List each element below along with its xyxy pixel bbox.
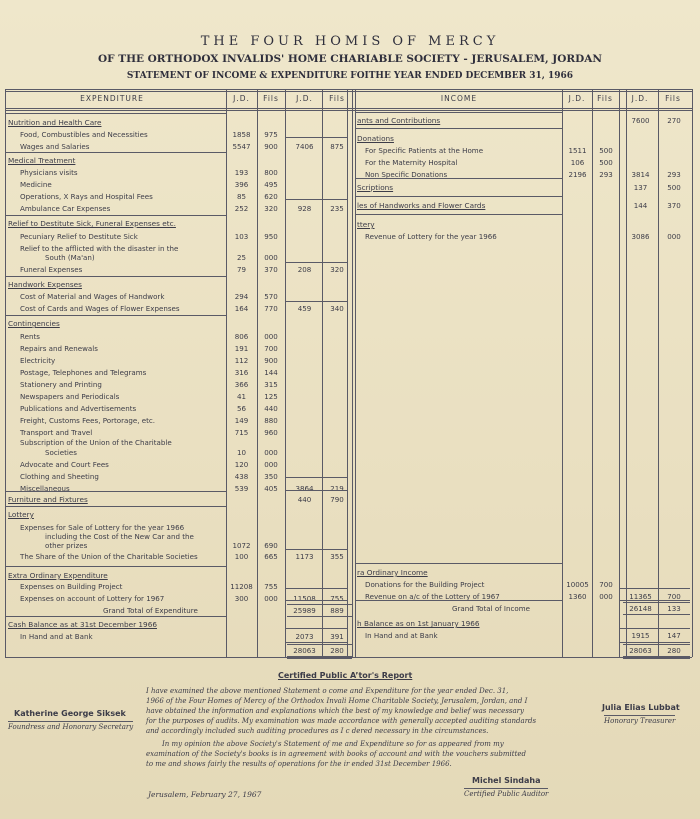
- inc-amount-jd: 106: [570, 158, 585, 167]
- exp-amount-jd: 56: [236, 404, 247, 413]
- inc-subtotal-jd: 144: [633, 201, 648, 210]
- exp-amount-fils: 000: [264, 332, 278, 341]
- exp-amount-fils: 690: [264, 541, 278, 550]
- inc-total-jd-header: J.D.: [631, 94, 649, 103]
- exp-line-label: Pecuniary Relief to Destitute Sick: [20, 232, 138, 241]
- exp-subtotal-jd: 208: [297, 265, 312, 274]
- inc-line-label: Revenue of Lottery for the year 1966: [365, 232, 497, 241]
- exp-line-label: Publications and Advertisements: [20, 404, 137, 413]
- society-name: OF THE ORTHODOX INVALIDS' HOME CHARIABLE SOCIETY - JERUSALEM, JORDAN: [98, 53, 602, 65]
- exp-line-label: Funeral Expenses: [20, 265, 83, 274]
- inc-subtotal-box: [620, 588, 690, 589]
- inc-subtotal-fils: 293: [667, 170, 681, 179]
- treasurer-role: Honorary Treasurer: [604, 717, 676, 725]
- exp-line-label: Physicians visits: [20, 168, 78, 177]
- inc-subtotal-jd: 3086: [631, 232, 650, 241]
- report-line-1: I have examined the above mentioned Statement o come and Expenditure for the year ended Dec. 31,: [146, 687, 509, 695]
- report-line-2: 1966 of the Four Homes of Mercy of the Orthodox Invali Home Charitable Society, Jerusalem, Jordan, and I: [146, 697, 528, 705]
- exp-section-heading: Medical Treatment: [8, 156, 76, 165]
- exp-amount-jd: 149: [234, 416, 249, 425]
- inc-section-rule: [355, 196, 562, 197]
- exp-total-fils-header: Fils: [329, 94, 345, 103]
- exp-subtotal-fils: 235: [330, 204, 344, 213]
- exp-total-jd-header: J.D.: [296, 94, 313, 103]
- exp-amount-fils: 000: [264, 594, 278, 603]
- exp-amount-jd: 193: [234, 168, 249, 177]
- exp-amount-jd: 25: [236, 253, 247, 262]
- exp-section-rule: [5, 315, 226, 316]
- inc-total-rule-under: [623, 656, 690, 657]
- exp-amount-jd: 100: [234, 552, 249, 561]
- inc-section-heading: ra Ordinary Income: [357, 568, 428, 577]
- document-title: THE FOUR HOMIS OF MERCY: [200, 34, 500, 49]
- exp-amount-jd: 396: [234, 180, 249, 189]
- exp-amount-jd: 252: [234, 204, 249, 213]
- inc-subtotal-jd: 26148: [629, 604, 652, 613]
- inc-total-rule: [623, 644, 690, 645]
- exp-amount-fils: 770: [264, 304, 278, 313]
- inc-subtotal-box: [620, 600, 690, 601]
- inc-subtotal-jd: 137: [633, 183, 648, 192]
- column-rule: [352, 89, 353, 657]
- inc-section-rule: [355, 128, 562, 129]
- exp-section-heading: Nutrition and Health Care: [8, 118, 102, 127]
- inc-section-rule: [355, 178, 562, 179]
- exp-subtotal-box: [286, 301, 348, 302]
- inc-subtotal-fils: 500: [667, 183, 681, 192]
- inc-total-fils-header: Fils: [665, 94, 681, 103]
- exp-amount-fils: 570: [264, 292, 278, 301]
- exp-line-label: Transport and Travel: [20, 428, 93, 437]
- inc-amount-jd: 1511: [568, 146, 587, 155]
- exp-line-label: South (Ma'an): [45, 253, 95, 262]
- exp-amount-jd: 300: [234, 594, 249, 603]
- exp-amount-jd: 1858: [232, 130, 251, 139]
- inc-subtotal-jd: 1915: [631, 631, 650, 640]
- exp-amount-jd: 112: [234, 356, 249, 365]
- inc-section-rule: [355, 600, 562, 601]
- exp-amount-fils: 800: [264, 168, 278, 177]
- exp-subtotal-fils: 790: [330, 495, 344, 504]
- exp-total-rule: [287, 604, 352, 605]
- inc-section-heading: Donations: [357, 134, 394, 143]
- auditor-role: Certified Public Auditor: [464, 790, 549, 798]
- exp-subtotal-fils: 219: [330, 484, 344, 493]
- exp-amount-fils: 755: [264, 582, 278, 591]
- column-rule: [692, 89, 693, 657]
- inc-subtotal-box: [620, 628, 690, 629]
- table-header-bottom: [5, 108, 692, 109]
- exp-section-rule: [5, 276, 226, 277]
- column-rule: [285, 89, 286, 657]
- exp-subtotal-jd: 440: [297, 495, 312, 504]
- secretary-role: Foundress and Honorary Secretary: [8, 723, 134, 731]
- exp-total-rule-under: [287, 656, 352, 657]
- exp-subtotal-box: [286, 588, 348, 589]
- exp-amount-fils: 350: [264, 472, 278, 481]
- exp-line-label: Repairs and Renewals: [20, 344, 98, 353]
- column-rule: [619, 89, 620, 657]
- exp-line-label: Wages and Salaries: [20, 142, 90, 151]
- exp-fils-header: Fils: [263, 94, 279, 103]
- exp-jd-header: J.D.: [233, 94, 250, 103]
- exp-subtotal-box: [286, 477, 348, 478]
- exp-amount-fils: 000: [264, 460, 278, 469]
- exp-line-label: Stationery and Printing: [20, 380, 102, 389]
- exp-amount-fils: 975: [264, 130, 278, 139]
- exp-line-label: Expenses on account of Lottery for 1967: [20, 594, 165, 603]
- inc-subtotal-jd: 3814: [631, 170, 650, 179]
- exp-line-label: Expenses on Building Project: [20, 582, 123, 591]
- inc-subtotal-fils: 147: [667, 631, 681, 640]
- exp-amount-jd: 10: [236, 448, 247, 457]
- exp-total-rule: [287, 644, 352, 645]
- inc-subtotal-box: [620, 642, 690, 643]
- inc-amount-jd: 1360: [568, 592, 587, 601]
- inc-final-double-rule: [623, 658, 690, 659]
- exp-amount-fils: 900: [264, 356, 278, 365]
- exp-section-rule: [5, 506, 226, 507]
- exp-amount-jd: 85: [236, 192, 247, 201]
- exp-grand-total-label: Grand Total of Expenditure: [103, 606, 198, 615]
- exp-section-heading: Relief to Destitute Sick, Funeral Expenses etc.: [8, 219, 176, 228]
- exp-line-label: Postage, Telephones and Telegrams: [20, 368, 147, 377]
- exp-amount-jd: 438: [234, 472, 249, 481]
- exp-subtotal-jd: 28063: [293, 646, 316, 655]
- column-rule: [322, 89, 323, 657]
- inc-section-rule: [355, 563, 562, 564]
- inc-subtotal-jd: 7600: [631, 116, 650, 125]
- inc-amount-fils: 700: [599, 580, 613, 589]
- inc-section-rule: [355, 112, 562, 113]
- exp-total-rule-under: [287, 616, 352, 617]
- exp-subtotal-box: [286, 262, 348, 263]
- inc-subtotal-jd: 28063: [629, 646, 652, 655]
- exp-subtotal-box: [286, 549, 348, 550]
- exp-amount-fils: 405: [264, 484, 278, 493]
- exp-line-label: Medicine: [20, 180, 52, 189]
- exp-subtotal-fils: 889: [330, 606, 344, 615]
- expenditure-header: EXPENDITURE: [80, 94, 144, 103]
- exp-line-label: other prizes: [45, 541, 88, 550]
- exp-subtotal-fils: 340: [330, 304, 344, 313]
- exp-subtotal-fils: 355: [330, 552, 344, 561]
- exp-subtotal-box: [286, 490, 348, 491]
- inc-subtotal-fils: 370: [667, 201, 681, 210]
- exp-amount-jd: 316: [234, 368, 249, 377]
- report-line-4: for the purposes of audits. My examination was made accordance with generally accepted auditing standards: [146, 717, 537, 725]
- exp-subtotal-fils: 280: [330, 646, 344, 655]
- exp-line-label: Societies: [45, 448, 77, 457]
- exp-line-label: Relief to the afflicted with the disaster in the: [20, 244, 179, 253]
- inc-subtotal-fils: 700: [667, 592, 681, 601]
- inc-subtotal-fils: 133: [667, 604, 681, 613]
- exp-subtotal-fils: 875: [330, 142, 344, 151]
- exp-amount-jd: 103: [234, 232, 249, 241]
- exp-section-heading: Lottery: [8, 510, 34, 519]
- table-top-line: [5, 89, 692, 90]
- exp-subtotal-jd: 11508: [293, 594, 316, 603]
- exp-section-rule: [5, 616, 226, 617]
- exp-amount-fils: 370: [264, 265, 278, 274]
- exp-section-rule: [5, 152, 226, 153]
- exp-subtotal-jd: 1173: [295, 552, 314, 561]
- inc-section-heading: les of Handworks and Flower Cards: [357, 201, 486, 210]
- inc-subtotal-fils: 000: [667, 232, 681, 241]
- exp-line-label: Clothing and Sheeting: [20, 472, 99, 481]
- table-top-line-2: [5, 91, 692, 92]
- exp-amount-jd: 191: [234, 344, 249, 353]
- exp-amount-fils: 125: [264, 392, 278, 401]
- exp-line-label: Expenses for Sale of Lottery for the year 1966: [20, 523, 185, 532]
- inc-line-label: Donations for the Building Project: [365, 580, 485, 589]
- table-header-bottom-2: [5, 110, 692, 111]
- exp-amount-fils: 315: [264, 380, 278, 389]
- auditor-name: Michel Sindaha: [472, 776, 541, 785]
- exp-section-rule: [5, 215, 226, 216]
- statement-title: STATEMENT OF INCOME & EXPENDITURE FOITHE YEAR ENDED DECEMBER 31, 1966: [126, 71, 574, 81]
- exp-line-label: Cost of Material and Wages of Handwork: [20, 292, 165, 301]
- inc-line-label: For Specific Patients at the Home: [365, 146, 484, 155]
- inc-section-heading: h Balance as on 1st January 1966: [357, 619, 480, 628]
- exp-line-label: Operations, X Rays and Hospital Fees: [20, 192, 153, 201]
- report-line-7: examination of the Society's books is in agreement with books of account and with the vouchers submitted: [146, 750, 527, 758]
- exp-amount-jd: 539: [234, 484, 249, 493]
- exp-section-rule: [5, 566, 226, 567]
- exp-subtotal-box: [286, 628, 348, 629]
- inc-subtotal-jd: 11365: [629, 592, 652, 601]
- exp-amount-jd: 806: [234, 332, 249, 341]
- exp-amount-fils: 495: [264, 180, 278, 189]
- inc-subtotal-fils: 280: [667, 646, 681, 655]
- inc-amount-fils: 293: [599, 170, 613, 179]
- exp-section-heading: Extra Ordinary Expenditure: [8, 571, 108, 580]
- exp-amount-fils: 880: [264, 416, 278, 425]
- exp-subtotal-jd: 25989: [293, 606, 316, 615]
- report-line-3: have obtained the information and explanations which the best of my knowledge and belief was necessary: [146, 707, 524, 715]
- exp-line-label: Food, Combustibles and Necessities: [20, 130, 148, 139]
- exp-line-label: Newspapers and Periodicals: [20, 392, 120, 401]
- report-date: Jerusalem, February 27, 1967: [148, 790, 262, 799]
- exp-amount-jd: 41: [236, 392, 247, 401]
- inc-amount-fils: 000: [599, 592, 613, 601]
- report-line-6: In my opinion the above Society's Statement of me and Expenditure so for as appeared from my: [162, 740, 504, 748]
- column-rule: [5, 89, 6, 657]
- exp-amount-jd: 11208: [230, 582, 253, 591]
- exp-subtotal-fils: 320: [330, 265, 344, 274]
- exp-amount-fils: 440: [264, 404, 278, 413]
- inc-fils-header: Fils: [597, 94, 613, 103]
- inc-section-rule: [355, 214, 562, 215]
- exp-line-label: In Hand and at Bank: [20, 632, 93, 641]
- exp-subtotal-jd: 928: [297, 204, 312, 213]
- exp-line-label: Cost of Cards and Wages of Flower Expenses: [20, 304, 180, 313]
- inc-section-heading: ttery: [357, 220, 375, 229]
- exp-amount-jd: 164: [234, 304, 249, 313]
- inc-section-heading: ants and Contributions: [357, 116, 441, 125]
- column-rule: [355, 89, 356, 657]
- exp-line-label: Subscription of the Union of the Charitable: [20, 438, 172, 447]
- exp-amount-jd: 120: [234, 460, 249, 469]
- exp-line-label: Freight, Customs Fees, Portorage, etc.: [20, 416, 156, 425]
- inc-line-label: Non Specific Donations: [365, 170, 448, 179]
- report-heading: Certified Public A’tor's Report: [278, 671, 413, 680]
- exp-amount-jd: 366: [234, 380, 249, 389]
- exp-subtotal-jd: 2073: [295, 632, 314, 641]
- treasurer-name: Julia Elias Lubbat: [602, 703, 680, 712]
- report-line-5: and accordingly included such auditing procedures as I c dered necessary in the circumstances.: [146, 727, 489, 735]
- exp-amount-fils: 000: [264, 253, 278, 262]
- exp-section-heading: Furniture and Fixtures: [8, 495, 88, 504]
- inc-subtotal-fils: 270: [667, 116, 681, 125]
- exp-subtotal-fils: 391: [330, 632, 344, 641]
- inc-line-label: For the Maternity Hospital: [365, 158, 458, 167]
- exp-amount-jd: 5547: [232, 142, 251, 151]
- exp-subtotal-jd: 7406: [295, 142, 314, 151]
- exp-amount-fils: 950: [264, 232, 278, 241]
- inc-line-label: In Hand and at Bank: [365, 631, 438, 640]
- exp-amount-fils: 900: [264, 142, 278, 151]
- exp-line-label: Advocate and Court Fees: [20, 460, 109, 469]
- exp-line-label: Ambulance Car Expenses: [20, 204, 111, 213]
- inc-section-heading: Scriptions: [357, 183, 394, 192]
- inc-total-rule-under: [623, 614, 690, 615]
- exp-section-heading: Handwork Expenses: [8, 280, 82, 289]
- inc-amount-jd: 10005: [566, 580, 589, 589]
- inc-amount-fils: 500: [599, 146, 613, 155]
- exp-section-rule: [5, 113, 226, 114]
- exp-section-heading: Cash Balance as at 31st December 1966: [8, 620, 157, 629]
- exp-section-rule: [5, 491, 226, 492]
- exp-subtotal-box: [286, 137, 348, 138]
- exp-subtotal-box: [286, 199, 348, 200]
- income-header: INCOME: [440, 94, 478, 103]
- exp-amount-fils: 144: [264, 368, 278, 377]
- exp-line-label: The Share of the Union of the Charitable Societies: [20, 552, 198, 561]
- exp-amount-jd: 79: [236, 265, 247, 274]
- report-line-8: to me and shows fairly the results of operations for the ir ended 31st December 1966.: [146, 760, 452, 768]
- exp-amount-jd: 294: [234, 292, 249, 301]
- exp-amount-jd: 715: [234, 428, 249, 437]
- inc-total-rule: [623, 602, 690, 603]
- exp-amount-fils: 960: [264, 428, 278, 437]
- exp-final-double-rule: [287, 658, 352, 659]
- exp-subtotal-box: [286, 600, 348, 601]
- exp-section-heading: Contingencies: [8, 319, 60, 328]
- exp-line-label: Miscellaneous: [20, 484, 70, 493]
- exp-amount-fils: 320: [264, 204, 278, 213]
- inc-grand-total-label: Grand Total of Income: [452, 604, 531, 613]
- secretary-name: Katherine George Siksek: [14, 709, 126, 718]
- exp-subtotal-fils: 755: [330, 594, 344, 603]
- exp-amount-fils: 665: [264, 552, 278, 561]
- inc-amount-fils: 500: [599, 158, 613, 167]
- exp-amount-fils: 620: [264, 192, 278, 201]
- exp-amount-fils: 700: [264, 344, 278, 353]
- exp-line-label: Rents: [20, 332, 40, 341]
- column-rule: [347, 89, 348, 657]
- exp-subtotal-jd: 3864: [295, 484, 314, 493]
- exp-line-label: Electricity: [20, 356, 56, 365]
- inc-jd-header: J.D.: [568, 94, 586, 103]
- exp-amount-fils: 000: [264, 448, 278, 457]
- exp-line-label: including the Cost of the New Car and the: [45, 532, 194, 541]
- exp-amount-jd: 1072: [232, 541, 251, 550]
- exp-subtotal-jd: 459: [297, 304, 312, 313]
- exp-subtotal-box: [286, 642, 348, 643]
- inc-line-label: Revenue on a/c of the Lottery of 1967: [365, 592, 500, 601]
- inc-amount-jd: 2196: [568, 170, 587, 179]
